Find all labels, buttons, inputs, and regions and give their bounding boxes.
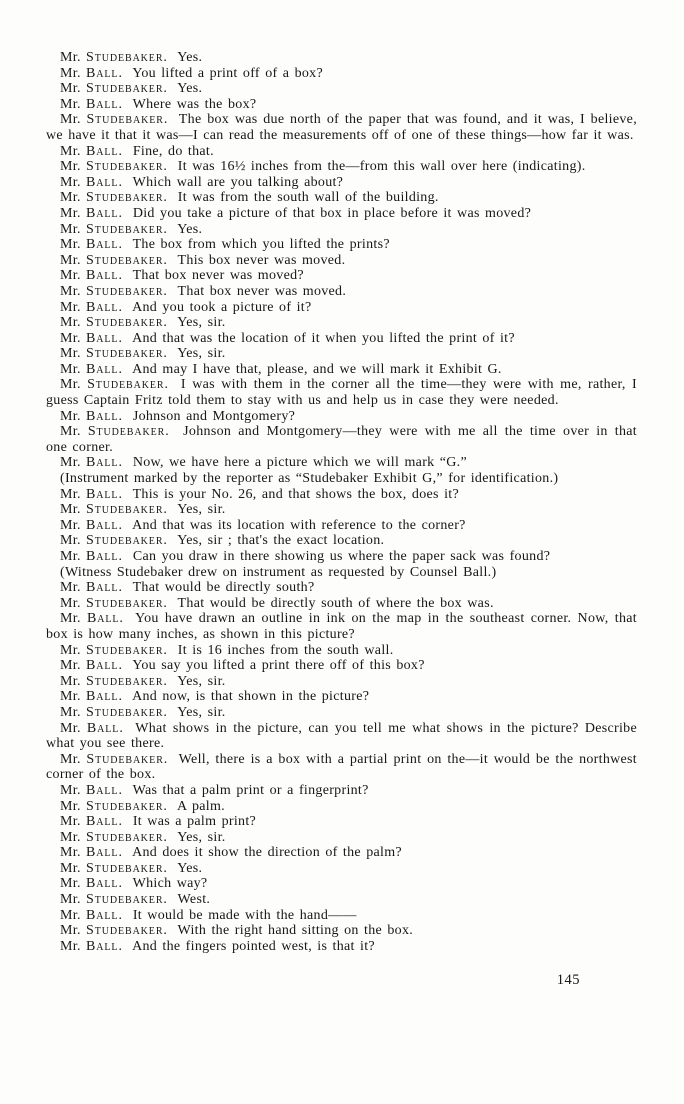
- transcript-line: Mr. Ball. Can you draw in there showing us where the paper sack was found?: [60, 549, 551, 564]
- speaker-name: Ball: [86, 174, 119, 190]
- speaker-prefix: Mr.: [60, 517, 87, 533]
- speaker-name: Ball: [86, 720, 120, 736]
- speaker-name: Studebaker: [87, 377, 165, 393]
- transcript-line: Mr. Studebaker. Well, there is a box with a partial print on the—it would be the northwest corner of the box.: [46, 751, 637, 783]
- speaker-name: Ball: [86, 96, 119, 112]
- transcript-line: Mr. Ball. Now, we have here a picture which we will mark “G.”: [60, 455, 467, 471]
- speaker-name: Ball: [86, 330, 119, 346]
- transcript-line: Mr. Studebaker. This box never was moved.: [60, 252, 346, 268]
- transcript-line: Mr. Ball. The box from which you lifted the prints?: [60, 237, 390, 253]
- transcript-line: Mr. Studebaker. It was from the south wall of the building.: [60, 190, 439, 206]
- speaker-name: Ball: [86, 782, 119, 798]
- transcript-line: Mr. Studebaker. It is 16 inches from the south wall.: [60, 642, 394, 658]
- speaker-name: Studebaker: [86, 923, 164, 939]
- speaker-prefix: Mr.: [60, 81, 87, 97]
- speaker-name: Studebaker: [86, 221, 164, 237]
- speaker-name: Ball: [86, 361, 119, 377]
- speaker-prefix: Mr.: [60, 549, 87, 564]
- transcript-note: (Instrument marked by the reporter as “Studebaker Exhibit G,” for identification.): [60, 471, 559, 487]
- speaker-prefix: Mr.: [60, 892, 87, 908]
- speaker-name: Ball: [86, 814, 119, 830]
- speaker-name: Studebaker: [86, 892, 164, 908]
- speaker-prefix: Mr.: [60, 580, 87, 596]
- transcript-line: Mr. Studebaker. Johnson and Montgomery—they were with me all the time over in that one corner.: [46, 424, 637, 455]
- speaker-prefix: Mr.: [60, 689, 87, 705]
- speaker-prefix: Mr.: [60, 938, 87, 954]
- speaker-prefix: Mr.: [60, 455, 87, 471]
- speaker-name: Ball: [86, 938, 119, 954]
- speaker-name: Studebaker: [86, 533, 164, 549]
- transcript-line: Mr. Ball. You say you lifted a print there off of this box?: [60, 658, 425, 674]
- speaker-name: Ball: [86, 299, 119, 315]
- transcript-line: Mr. Ball. Where was the box?: [60, 96, 257, 112]
- transcript-line: Mr. Ball. Was that a palm print or a fingerprint?: [60, 782, 369, 798]
- transcript-line: Mr. Ball. You lifted a print off of a box?: [60, 65, 323, 81]
- speaker-name: Ball: [86, 845, 119, 861]
- speaker-prefix: Mr.: [60, 65, 87, 81]
- speaker-prefix: Mr.: [60, 798, 87, 814]
- speaker-prefix: Mr.: [60, 159, 87, 175]
- speaker-name: Studebaker: [86, 673, 164, 689]
- speaker-prefix: Mr.: [60, 252, 87, 268]
- speaker-name: Ball: [86, 268, 119, 284]
- transcript-line: Mr. Ball. Which wall are you talking about?: [60, 174, 344, 190]
- speaker-name: Studebaker: [86, 595, 164, 611]
- speaker-name: Studebaker: [86, 50, 164, 65]
- speaker-name: Studebaker: [86, 252, 164, 268]
- transcript-line: Mr. Studebaker. I was with them in the corner all the time—they were with me, rather, I guess Captain Fritz told them to stay with us and help us in case they were needed.: [46, 377, 637, 409]
- speaker-name: Studebaker: [86, 112, 164, 128]
- speaker-prefix: Mr.: [60, 923, 87, 939]
- speaker-prefix: Mr.: [60, 174, 87, 190]
- speaker-prefix: Mr.: [60, 502, 87, 518]
- speaker-name: Studebaker: [86, 642, 164, 658]
- transcript: [46, 50, 637, 954]
- speaker-prefix: Mr.: [60, 361, 87, 377]
- transcript-line: Mr. Studebaker. Yes.: [60, 81, 203, 97]
- transcript-line: Mr. Studebaker. Yes, sir.: [60, 673, 226, 689]
- speaker-name: Ball: [86, 876, 119, 892]
- transcript-line: Mr. Ball. Fine, do that.: [60, 143, 214, 159]
- speaker-name: Studebaker: [86, 751, 164, 767]
- speaker-name: Studebaker: [86, 502, 164, 518]
- speaker-name: Ball: [86, 907, 119, 923]
- speaker-name: Studebaker: [86, 346, 164, 362]
- speaker-prefix: Mr.: [60, 268, 87, 284]
- speaker-prefix: Mr.: [60, 221, 87, 237]
- transcript-line: Mr. Studebaker. A palm.: [60, 798, 225, 814]
- speaker-prefix: Mr.: [60, 96, 87, 112]
- speaker-name: Studebaker: [86, 283, 164, 299]
- transcript-line: Mr. Studebaker. Yes, sir.: [60, 502, 226, 518]
- speaker-prefix: Mr.: [60, 237, 87, 253]
- transcript-line: Mr. Studebaker. The box was due north of the paper that was found, and it was, I believe, we have it that it was—I can read the measurements off of one of these things—how far it was.: [46, 112, 637, 143]
- speaker-name: Studebaker: [86, 159, 164, 175]
- transcript-line: Mr. Ball. And the fingers pointed west, is that it?: [60, 938, 375, 954]
- speaker-prefix: Mr.: [60, 299, 87, 315]
- transcript-line: Mr. Ball. And does it show the direction of the palm?: [60, 845, 402, 861]
- speaker-prefix: Mr.: [60, 283, 87, 299]
- speaker-prefix: Mr.: [60, 424, 88, 440]
- transcript-line: Mr. Studebaker. Yes, sir.: [60, 829, 226, 845]
- speaker-name: Studebaker: [86, 81, 164, 97]
- speaker-prefix: Mr.: [60, 112, 87, 128]
- speaker-name: Ball: [86, 549, 119, 564]
- speaker-name: Ball: [86, 658, 119, 674]
- transcript-line: Mr. Studebaker. West.: [60, 892, 211, 908]
- speaker-name: Ball: [86, 237, 119, 253]
- transcript-line: Mr. Ball. Johnson and Montgomery?: [60, 408, 296, 424]
- transcript-line: Mr. Studebaker. Yes, sir.: [60, 704, 226, 720]
- speaker-name: Ball: [86, 486, 119, 502]
- speaker-prefix: Mr.: [60, 408, 87, 424]
- speaker-prefix: Mr.: [60, 673, 87, 689]
- speaker-prefix: Mr.: [60, 50, 87, 65]
- speaker-name: Studebaker: [86, 860, 164, 876]
- speaker-name: Ball: [86, 65, 119, 81]
- speaker-prefix: Mr.: [60, 377, 88, 393]
- speaker-name: Ball: [86, 689, 119, 705]
- speaker-prefix: Mr.: [60, 533, 87, 549]
- speaker-prefix: Mr.: [60, 595, 87, 611]
- speaker-name: Studebaker: [86, 704, 164, 720]
- speaker-name: Studebaker: [86, 798, 164, 814]
- transcript-line: Mr. Ball. That would be directly south?: [60, 580, 315, 596]
- transcript-line: Mr. Ball. This is your No. 26, and that shows the box, does it?: [60, 486, 459, 502]
- speaker-prefix: Mr.: [60, 658, 87, 674]
- speaker-name: Ball: [86, 455, 119, 471]
- speaker-prefix: Mr.: [60, 782, 87, 798]
- transcript-line: Mr. Ball. It was a palm print?: [60, 814, 257, 830]
- transcript-line: Mr. Ball. Which way?: [60, 876, 208, 892]
- speaker-prefix: Mr.: [60, 860, 87, 876]
- transcript-line: Mr. Studebaker. That would be directly south of where the box was.: [60, 595, 494, 611]
- speaker-prefix: Mr.: [60, 876, 87, 892]
- speaker-prefix: Mr.: [60, 845, 87, 861]
- speaker-name: Ball: [86, 580, 119, 596]
- speaker-name: Studebaker: [86, 190, 164, 206]
- speaker-prefix: Mr.: [60, 814, 87, 830]
- speaker-name: Ball: [86, 143, 119, 159]
- transcript-line: Mr. Studebaker. It was 16½ inches from the—from this wall over here (indicating).: [60, 159, 586, 175]
- transcript-line: Mr. Ball. And you took a picture of it?: [60, 299, 312, 315]
- speaker-prefix: Mr.: [60, 751, 87, 767]
- transcript-line: Mr. Ball. And may I have that, please, and we will mark it Exhibit G.: [60, 361, 502, 377]
- transcript-line: Mr. Studebaker. That box never was moved.: [60, 283, 347, 299]
- speaker-name: Studebaker: [87, 424, 166, 440]
- speaker-prefix: Mr.: [60, 720, 87, 736]
- transcript-line: Mr. Studebaker. Yes.: [60, 50, 203, 65]
- transcript-line: Mr. Studebaker. Yes.: [60, 860, 203, 876]
- page-number: 145: [556, 972, 580, 989]
- speaker-prefix: Mr.: [60, 205, 87, 221]
- transcript-line: Mr. Ball. It would be made with the hand——: [60, 907, 357, 923]
- transcript-line: Mr. Studebaker. Yes, sir.: [60, 315, 226, 331]
- speaker-prefix: Mr.: [60, 346, 87, 362]
- speaker-name: Ball: [86, 408, 119, 424]
- speaker-prefix: Mr.: [60, 486, 87, 502]
- speaker-name: Ball: [86, 205, 119, 221]
- transcript-note: (Witness Studebaker drew on instrument as requested by Counsel Ball.): [60, 564, 497, 580]
- speaker-prefix: Mr.: [60, 190, 87, 206]
- speaker-prefix: Mr.: [60, 704, 87, 720]
- transcript-line: Mr. Studebaker. Yes.: [60, 221, 203, 237]
- transcript-line: Mr. Ball. What shows in the picture, can you tell me what shows in the picture? Describe what you see there.: [46, 720, 637, 752]
- transcript-line: Mr. Studebaker. With the right hand sitting on the box.: [60, 923, 414, 939]
- transcript-line: Mr. Ball. That box never was moved?: [60, 268, 304, 284]
- speaker-name: Ball: [86, 611, 120, 627]
- speaker-prefix: Mr.: [60, 143, 87, 159]
- speaker-name: Studebaker: [86, 829, 164, 845]
- speaker-name: Studebaker: [86, 315, 164, 331]
- speaker-name: Ball: [86, 517, 119, 533]
- transcript-line: Mr. Studebaker. Yes, sir ; that's the exact location.: [60, 533, 385, 549]
- transcript-line: Mr. Ball. And now, is that shown in the picture?: [60, 689, 370, 705]
- speaker-prefix: Mr.: [60, 907, 87, 923]
- speaker-prefix: Mr.: [60, 611, 87, 627]
- speaker-prefix: Mr.: [60, 642, 87, 658]
- transcript-line: Mr. Ball. And that was its location with reference to the corner?: [60, 517, 466, 533]
- speaker-prefix: Mr.: [60, 330, 87, 346]
- transcript-line: Mr. Ball. You have drawn an outline in ink on the map in the southeast corner. Now, that box is how many inches, as shown in this picture?: [46, 611, 637, 642]
- transcript-line: Mr. Studebaker. Yes, sir.: [60, 346, 226, 362]
- transcript-line: Mr. Ball. And that was the location of it when you lifted the print of it?: [60, 330, 515, 346]
- speaker-prefix: Mr.: [60, 829, 87, 845]
- speaker-prefix: Mr.: [60, 315, 87, 331]
- transcript-line: Mr. Ball. Did you take a picture of that box in place before it was moved?: [60, 205, 532, 221]
